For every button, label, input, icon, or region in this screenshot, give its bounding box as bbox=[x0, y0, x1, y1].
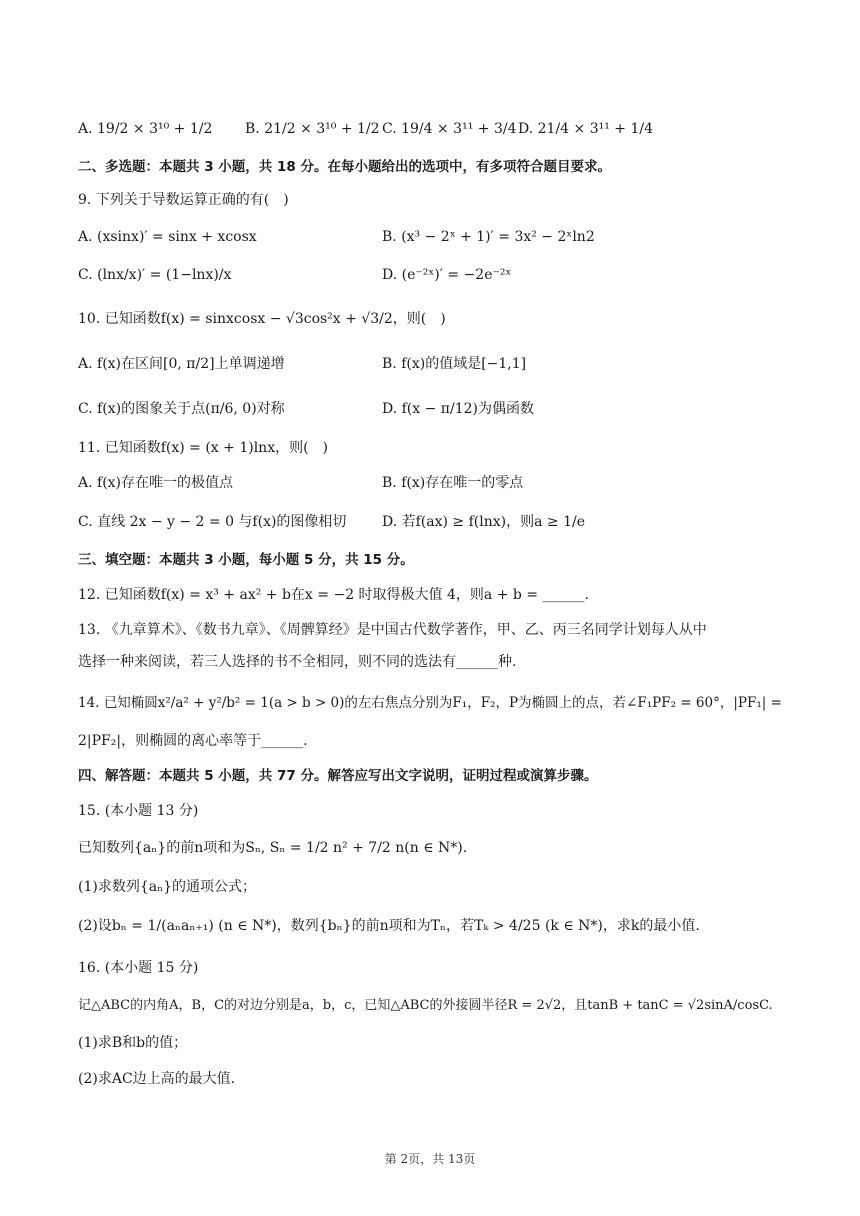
q10-option-a: A. f(x)在区间[0, π/2]上单调递增 bbox=[78, 356, 285, 372]
q14-stem-line2: 2|PF₂|，则椭圆的离心率等于______. bbox=[78, 733, 308, 749]
q16-part2: (2)求AC边上高的最大值. bbox=[78, 1071, 236, 1087]
q12-stem: 12. 已知函数f(x) = x³ + ax² + b在x = −2 时取得极大值 4，则a + b = ______. bbox=[78, 587, 589, 603]
q8-option-b: B. 21/2 × 3¹⁰ + 1/2 bbox=[245, 121, 380, 137]
q10-option-b: B. f(x)的值域是[−1,1] bbox=[382, 356, 527, 372]
q15-part1: (1)求数列{aₙ}的通项公式； bbox=[78, 879, 257, 895]
q15-stem: 已知数列{aₙ}的前n项和为Sₙ, Sₙ = 1/2 n² + 7/2 n(n ∈ N*). bbox=[78, 840, 468, 856]
q16-part1: (1)求B和b的值； bbox=[78, 1035, 188, 1051]
q10-stem: 10. 已知函数f(x) = sinxcosx − √3cos²x + √3/2，则( ) bbox=[78, 311, 446, 327]
q15-part2: (2)设bₙ = 1/(aₙaₙ₊₁) (n ∈ N*)，数列{bₙ}的前n项和为Tₙ，若Tₖ > 4/25 (k ∈ N*)，求k的最小值. bbox=[78, 918, 700, 934]
q10-option-d: D. f(x − π/12)为偶函数 bbox=[382, 401, 534, 417]
q8-option-a: A. 19/2 × 3¹⁰ + 1/2 bbox=[78, 121, 213, 137]
q9-option-d: D. (e⁻²ˣ)′ = −2e⁻²ˣ bbox=[382, 267, 512, 283]
q11-option-d: D. 若f(ax) ≥ f(lnx)，则a ≥ 1/e bbox=[382, 514, 585, 530]
q8-option-c: C. 19/4 × 3¹¹ + 3/4 bbox=[382, 121, 517, 137]
q16-stem: 记△ABC的内角A，B，C的对边分别是a，b，c，已知△ABC的外接圆半径R = 2√2，且tanB + tanC = √2sinA/cosC. bbox=[78, 998, 773, 1013]
q15-header: 15. (本小题 13 分) bbox=[78, 803, 199, 819]
q14-stem-line1: 14. 已知椭圆x²/a² + y²/b² = 1(a > b > 0)的左右焦点分别为F₁，F₂，P为椭圆上的点，若∠F₁PF₂ = 60°，|PF₁| = bbox=[78, 695, 782, 711]
q8-option-d: D. 21/4 × 3¹¹ + 1/4 bbox=[518, 121, 653, 137]
q10-option-c: C. f(x)的图象关于点(π/6, 0)对称 bbox=[78, 401, 285, 417]
q9-option-b: B. (x³ − 2ˣ + 1)′ = 3x² − 2ˣln2 bbox=[382, 229, 595, 245]
q16-header: 16. (本小题 15 分) bbox=[78, 960, 199, 976]
q13-stem-line2: 选择一种来阅读，若三人选择的书不全相同，则不同的选法有______种. bbox=[78, 654, 517, 670]
q11-option-c: C. 直线 2x − y − 2 = 0 与f(x)的图像相切 bbox=[78, 514, 347, 530]
q11-stem: 11. 已知函数f(x) = (x + 1)lnx，则( ) bbox=[78, 440, 329, 456]
q9-option-a: A. (xsinx)′ = sinx + xcosx bbox=[78, 229, 257, 245]
q11-option-b: B. f(x)存在唯一的零点 bbox=[382, 475, 524, 491]
section-heading-multiple-choice: 二、多选题：本题共 3 小题，共 18 分。在每小题给出的选项中，有多项符合题目要求。 bbox=[78, 159, 611, 175]
q11-option-a: A. f(x)存在唯一的极值点 bbox=[78, 475, 234, 491]
q9-stem: 9. 下列关于导数运算正确的有( ) bbox=[78, 192, 289, 208]
section-heading-solutions: 四、解答题：本题共 5 小题，共 77 分。解答应写出文字说明，证明过程或演算步骤。 bbox=[78, 768, 598, 784]
q13-stem-line1: 13. 《九章算术》、《数书九章》、《周髀算经》是中国古代数学著作，甲、乙、丙三名同学计划每人从中 bbox=[78, 622, 707, 638]
q9-option-c: C. (lnx/x)′ = (1−lnx)/x bbox=[78, 267, 232, 283]
page-footer: 第 2页，共 13页 bbox=[384, 1152, 476, 1166]
section-heading-fill-in: 三、填空题：本题共 3 小题，每小题 5 分，共 15 分。 bbox=[78, 552, 414, 568]
